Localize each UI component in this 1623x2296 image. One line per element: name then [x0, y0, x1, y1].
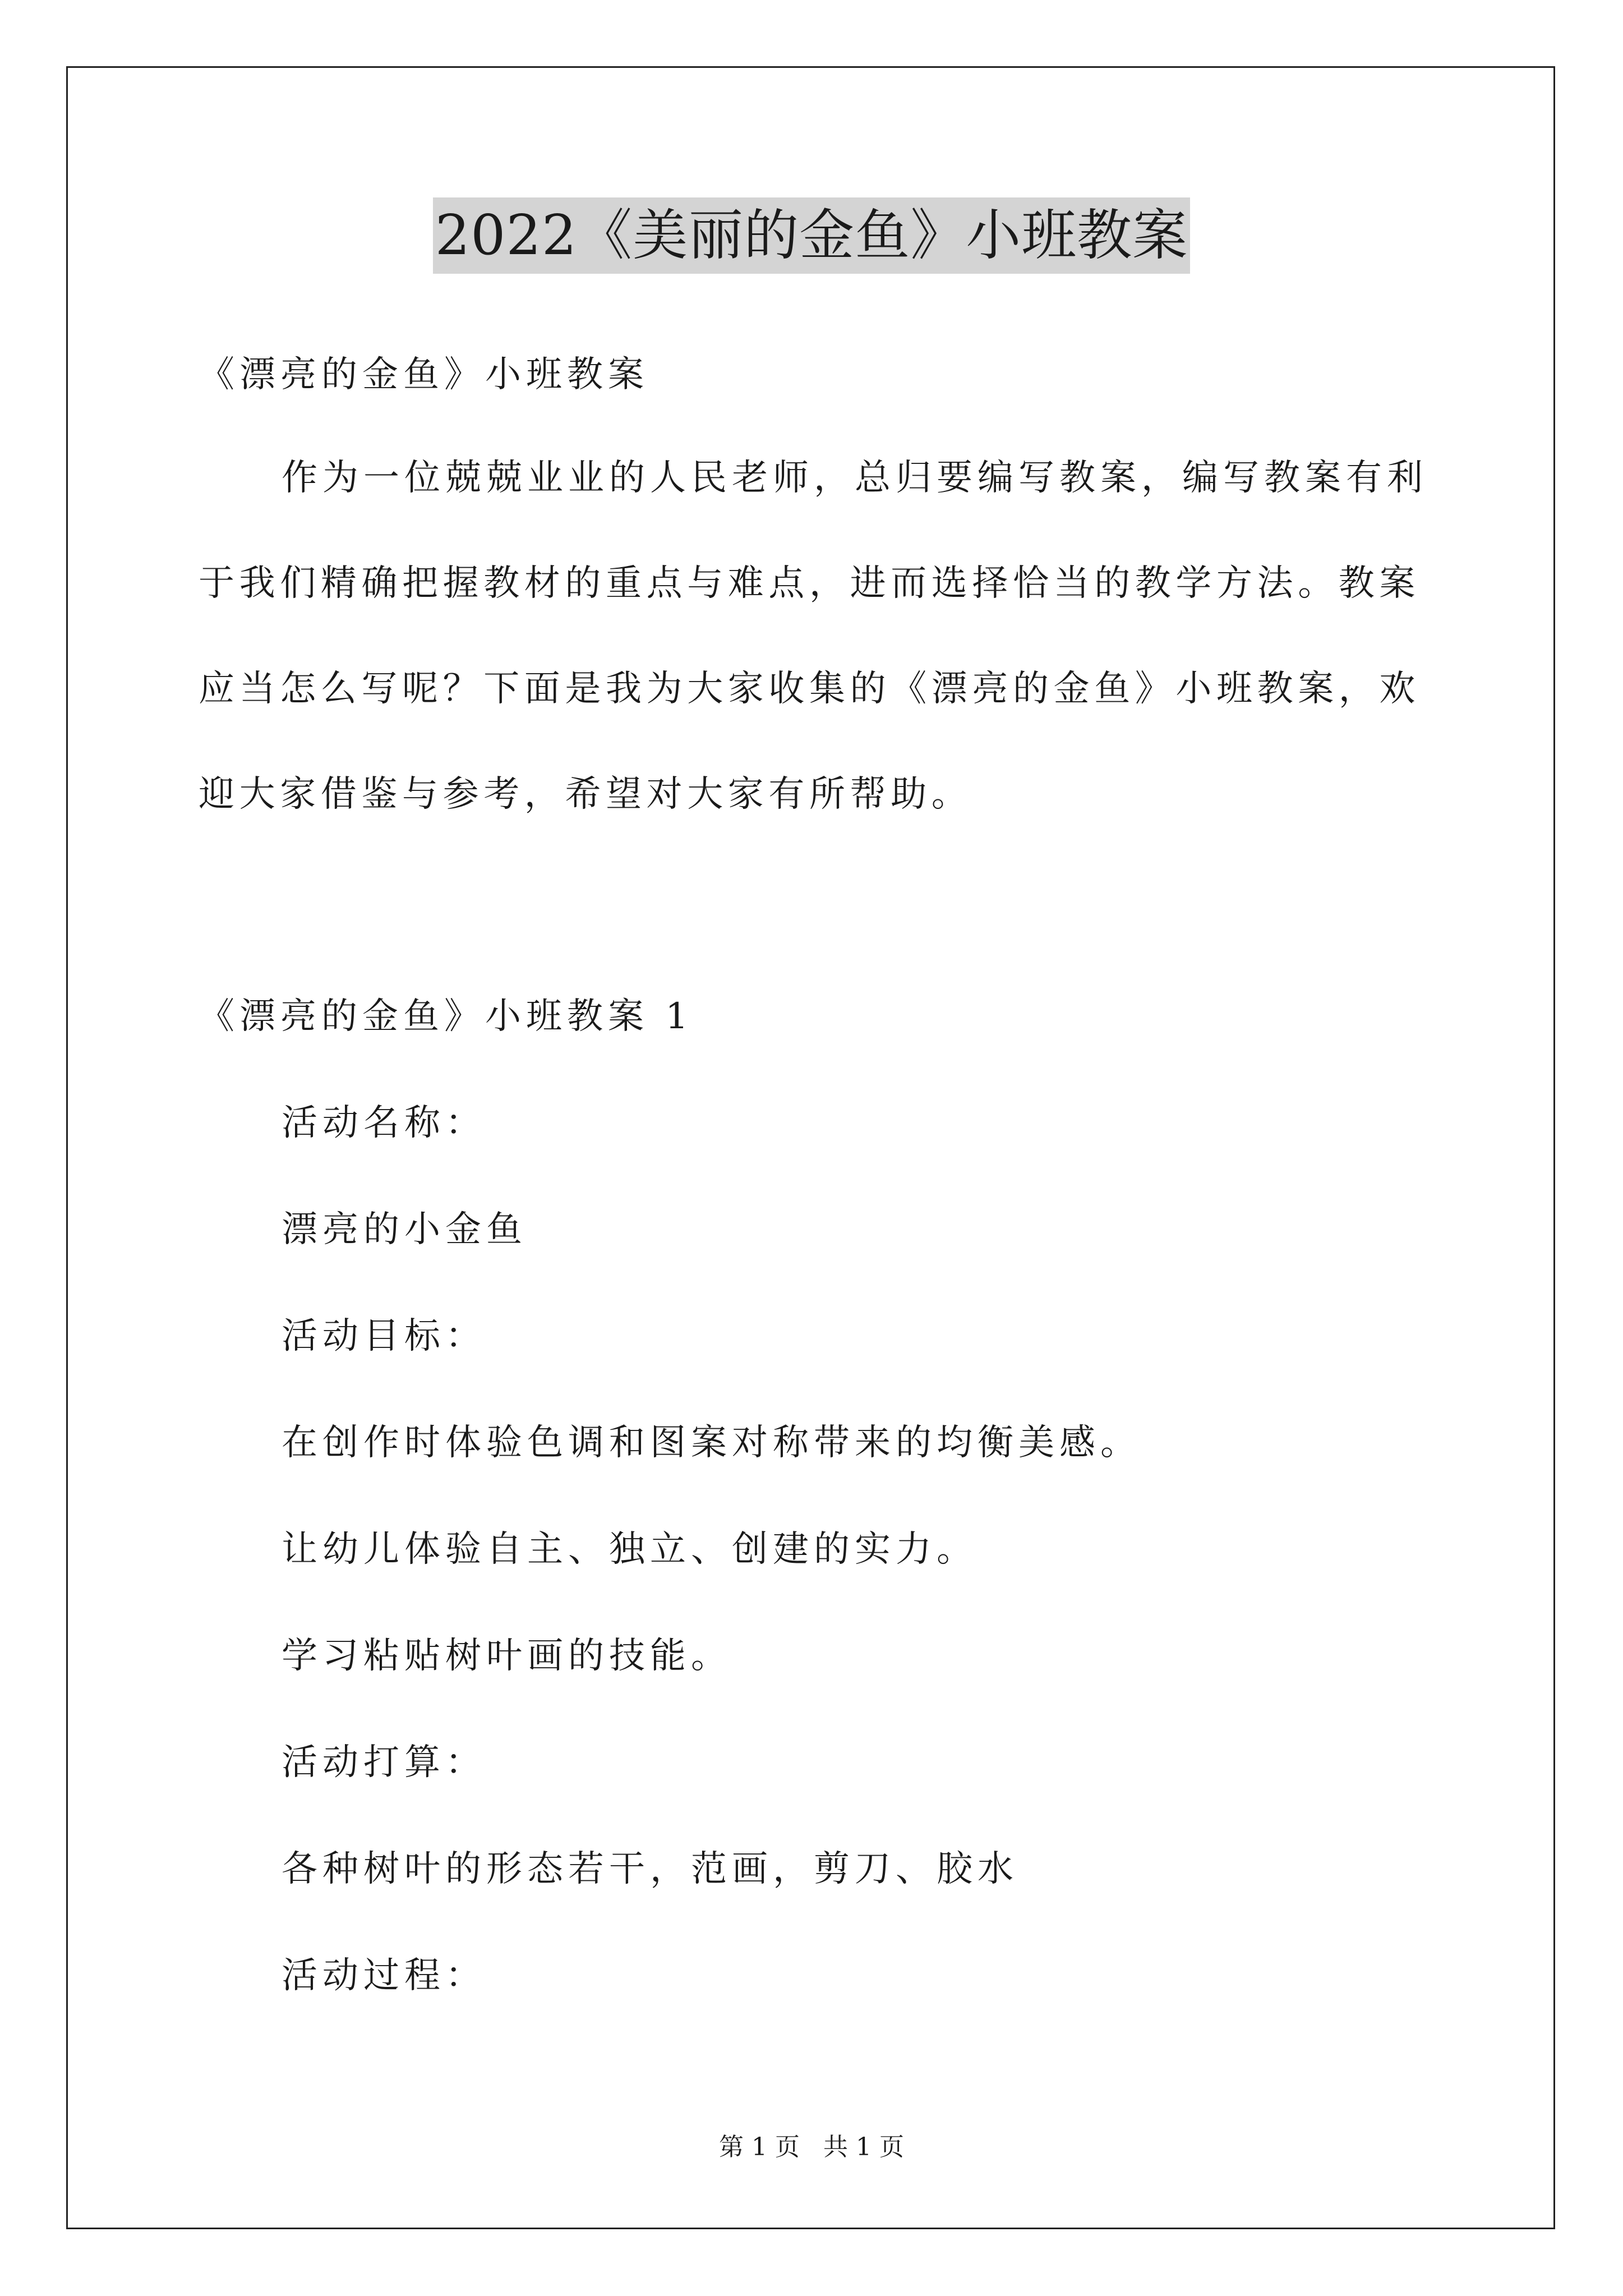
activity-goal-3: 学习粘贴树叶画的技能。 — [282, 1635, 732, 1677]
paragraph-line-1: 作为一位兢兢业业的人民老师，总归要编写教案，编写教案有利 — [282, 457, 1428, 499]
paragraph-line-2: 于我们精确把握教材的重点与难点，进而选择恰当的教学方法。教案 — [199, 563, 1420, 604]
activity-name-value: 漂亮的小金鱼 — [282, 1209, 527, 1250]
activity-goal-1: 在创作时体验色调和图案对称带来的均衡美感。 — [282, 1422, 1141, 1464]
activity-prep-label: 活动打算： — [282, 1742, 486, 1783]
title-container — [0, 197, 1623, 274]
document-title: 2022《美丽的金鱼》小班教案 — [433, 197, 1190, 274]
activity-process-label: 活动过程： — [282, 1955, 486, 1996]
paragraph-line-3: 应当怎么写呢？下面是我为大家收集的《漂亮的金鱼》小班教案，欢 — [199, 668, 1420, 710]
paragraph-line-4: 迎大家借鉴与参考，希望对大家有所帮助。 — [199, 774, 972, 815]
page-footer: 第 1 页 共 1 页 — [719, 2133, 904, 2161]
activity-goal-2: 让幼儿体验自主、独立、创建的实力。 — [282, 1529, 978, 1570]
subtitle-line: 《漂亮的金鱼》小班教案 — [199, 354, 649, 395]
activity-prep-value: 各种树叶的形态若干，范画，剪刀、胶水 — [282, 1848, 1018, 1890]
activity-goal-label: 活动目标： — [282, 1315, 486, 1357]
activity-name-label: 活动名称： — [282, 1102, 486, 1144]
section-heading: 《漂亮的金鱼》小班教案 1 — [199, 996, 694, 1037]
